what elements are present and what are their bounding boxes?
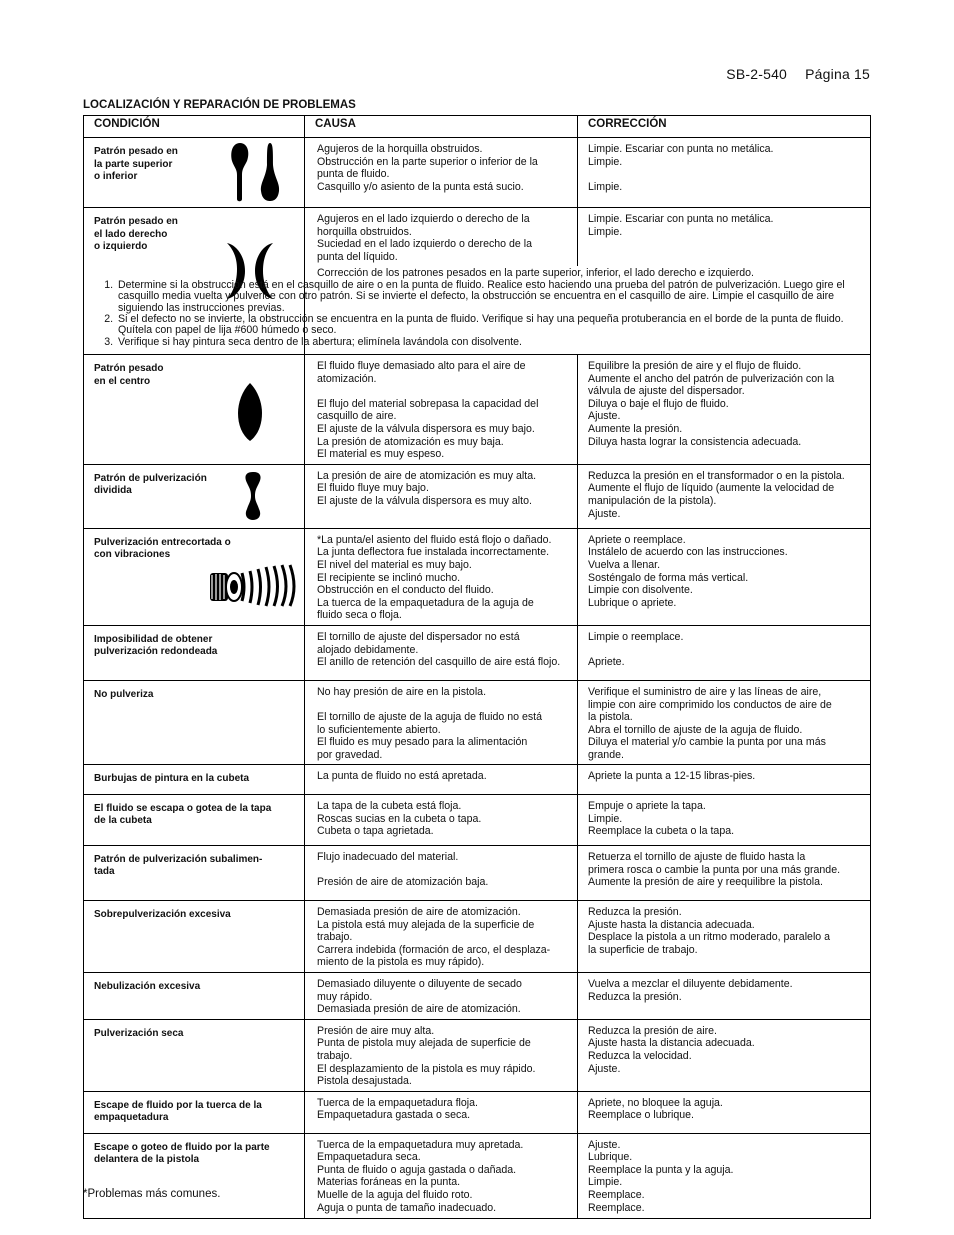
- correction-cell: [578, 528, 871, 625]
- condition-cell: [84, 845, 305, 900]
- table-row: [84, 972, 871, 1019]
- correction-text: Reduzca la presión. Ajuste hasta la distancia adecuada. Desplace la pistola a un ritmo moderado, paralelo a la superficie de trabajo.: [588, 905, 831, 956]
- condition-text: Pulverización entrecortada o con vibraciones: [94, 536, 231, 561]
- condition-cell: [84, 1019, 305, 1091]
- correction-cell: [578, 845, 871, 900]
- cause-cell: [305, 625, 578, 680]
- cause-text: No hay presión de aire en la pistola. El tornillo de ajuste de la aguja de fluido no está lo suficientemente abierto. El fluido es muy pesado para la alimentación por gravedad.: [317, 685, 542, 761]
- cause-cell: [305, 464, 578, 528]
- correction-cell: [578, 1091, 871, 1133]
- correction-text: Apriete, no bloquee la aguja. Reemplace o lubrique.: [588, 1096, 723, 1122]
- correction-text: Vuelva a mezclar el diluyente debidamente. Reduzca la presión.: [588, 977, 793, 1003]
- cause-text: *La punta/el asiento del fluido está flojo o dañado. La junta deflectora fue instalada incorrectamente. El nivel del material es muy bajo. El recipiente se inclinó mucho. Obstrucción en el conducto del fluido. La tuerca de la empaquetadura de la aguja de fluido seca o floja.: [317, 533, 552, 622]
- correction-text: Apriete la punta a 12-15 libras-pies.: [588, 770, 756, 783]
- condition-cell: [84, 625, 305, 680]
- fluttering-spray-icon: [206, 563, 302, 612]
- condition-text: Patrón pesado en el lado derecho o izquierdo: [94, 216, 178, 252]
- document-code: SB-2-540: [726, 66, 788, 82]
- table-row: [84, 1019, 871, 1091]
- condition-cell: [84, 355, 305, 465]
- correction-cell: [578, 1133, 871, 1218]
- table-row: [84, 845, 871, 900]
- table-row: [84, 1133, 871, 1218]
- condition-text: Nebulización excesiva: [94, 980, 201, 992]
- condition-text: No pulveriza: [94, 688, 154, 700]
- correction-cell: [578, 972, 871, 1019]
- note-list: [96, 280, 866, 348]
- note-list-item: 3. Verifique si hay pintura seca dentro de la abertura; elimínela lavándola con disolvente.: [116, 337, 866, 348]
- condition-text: El fluido se escapa o gotea de la tapa de la cubeta: [94, 802, 272, 827]
- troubleshooting-table: [83, 115, 871, 1219]
- footnote: *Problemas más comunes.: [83, 1188, 221, 1200]
- table-row: [84, 900, 871, 972]
- table-row: [84, 680, 871, 765]
- note-list-item: 1. Determine si la obstrucción está en el casquillo de aire o en la punta de fluido. Realice esto haciendo una prueba del patrón de pulverización. Luego gire el casquillo media vuelta y pulverice con otro patrón. Si se invierte el defecto, la obstrucción se encuentra en el casquillo de aire. Limpie el casquillo de aire siguiendo las instrucciones previas.: [116, 280, 866, 314]
- correction-text: Empuje o apriete la tapa. Limpie. Reemplace la cubeta o la tapa.: [588, 799, 735, 838]
- correction-cell: [578, 765, 871, 795]
- table-row: [84, 138, 871, 208]
- correction-text: Reduzca la presión en el transformador o en la pistola. Aumente el flujo de líquido (aumente la velocidad de manipulación de la pistola). Ajuste.: [588, 469, 845, 520]
- condition-text: Patrón de pulverización subalimen- tada: [94, 853, 263, 878]
- cause-cell: [305, 765, 578, 795]
- page-header: [726, 66, 870, 82]
- cause-cell: [305, 1019, 578, 1091]
- cause-cell: [305, 1133, 578, 1218]
- condition-cell: [84, 464, 305, 528]
- correction-cell: [578, 625, 871, 680]
- correction-text: Apriete o reemplace. Instálelo de acuerdo con las instrucciones. Vuelva a llenar. Sosténgalo de forma más vertical. Limpie con disolvente. Lubrique o apriete.: [588, 533, 788, 609]
- cause-text: Presión de aire muy alta. Punta de pistola muy alejada de superficie de trabajo. El desplazamiento de la pistola es muy rápido. Pistola desajustada.: [317, 1024, 536, 1088]
- condition-text: Patrón pesado en la parte superior o inferior: [94, 146, 178, 182]
- cause-cell: [305, 900, 578, 972]
- cause-column-header: CAUSA: [305, 116, 578, 138]
- condition-cell: [84, 138, 305, 208]
- cause-text: Demasiada presión de aire de atomización. La pistola está muy alejada de la superficie de trabajo. Carrera indebida (formación de arco, el desplaza- miento de la pistola es muy rápido).: [317, 905, 551, 969]
- cause-text: La punta de fluido no está apretada.: [317, 770, 487, 783]
- table-body: [84, 138, 871, 1219]
- condition-cell: [84, 900, 305, 972]
- condition-cell: [84, 765, 305, 795]
- condition-cell: [84, 528, 305, 625]
- condition-text: Patrón de pulverización dividida: [94, 472, 207, 497]
- correction-cell: [578, 900, 871, 972]
- correction-cell: [578, 355, 871, 465]
- table-row: [84, 355, 871, 465]
- correction-text: Ajuste. Lubrique. Reemplace la punta y la aguja. Limpie. Reemplace. Reemplace.: [588, 1138, 734, 1214]
- heavy-top-bottom-pattern-icon: [228, 141, 288, 208]
- correction-cell: [578, 1019, 871, 1091]
- cause-text: El tornillo de ajuste del dispersador no está alojado debidamente. El anillo de retención del casquillo de aire está flojo.: [317, 630, 561, 669]
- cause-text: La tapa de la cubeta está floja. Roscas sucias en la cubeta o tapa. Cubeta o tapa agrietada.: [317, 799, 482, 838]
- cause-cell: [305, 138, 578, 208]
- cause-cell: [305, 355, 578, 465]
- correction-text: Reduzca la presión de aire. Ajuste hasta la distancia adecuada. Reduzca la velocidad. Ajuste.: [588, 1024, 755, 1075]
- cause-cell: [305, 972, 578, 1019]
- condition-text: Patrón pesado en el centro: [94, 363, 164, 387]
- condition-text: Burbujas de pintura en la cubeta: [94, 773, 250, 785]
- table-row: [84, 625, 871, 680]
- condition-cell: [84, 1133, 305, 1218]
- correction-cell: [578, 794, 871, 845]
- table-row: [84, 794, 871, 845]
- cause-cell: [305, 680, 578, 765]
- condition-cell: [84, 794, 305, 845]
- cause-text: Flujo inadecuado del material. Presión de aire de atomización baja.: [317, 850, 489, 889]
- cause-text: La presión de aire de atomización es muy alta. El fluido fluye muy bajo. El ajuste de la válvula dispersora es muy alto.: [317, 469, 537, 507]
- note-intro: Corrección de los patrones pesados en la parte superior, inferior, el lado derecho e izquierdo.: [317, 267, 754, 280]
- cause-text: Agujeros de la horquilla obstruidos. Obstrucción en la parte superior o inferior de la punta de fluido. Casquillo y/o asiento de la punta está sucio.: [317, 143, 538, 193]
- cause-text: Tuerca de la empaquetadura muy apretada. Empaquetadura seca. Punta de fluido o aguja gastada o dañada. Materias foráneas en la punta. Muelle de la aguja del fluido roto. Aguja o punta de tamaño inadecuado.: [317, 1138, 524, 1214]
- section-title: LOCALIZACIÓN Y REPARACIÓN DE PROBLEMAS: [83, 99, 356, 111]
- correction-note: [84, 266, 866, 351]
- correction-cell: [578, 138, 871, 208]
- condition-text: Escape de fluido por la tuerca de la empaquetadura: [94, 1099, 262, 1124]
- correction-column-header: CORRECCIÓN: [578, 116, 871, 138]
- heavy-center-pattern-icon: [236, 381, 264, 448]
- cause-cell: [305, 528, 578, 625]
- table-row: [84, 1091, 871, 1133]
- table-row: [84, 464, 871, 528]
- condition-cell: [84, 1091, 305, 1133]
- cause-text: Tuerca de la empaquetadura floja. Empaquetadura gastada o seca.: [317, 1096, 478, 1122]
- correction-text: Limpie. Escariar con punta no metálica. Limpie. Limpie.: [588, 143, 774, 193]
- cause-text: El fluido fluye demasiado alto para el aire de atomización. El flujo del material sobrepasa la capacidad del casquillo de aire. El ajuste de la válvula dispersora es muy bajo. La presión de atomización es muy baja. El material es muy espeso.: [317, 360, 539, 461]
- condition-text: Pulverización seca: [94, 1027, 184, 1039]
- cause-text: Demasiado diluyente o diluyente de secado muy rápido. Demasiada presión de aire de atomización.: [317, 977, 522, 1016]
- table-header-row: [84, 116, 871, 138]
- cause-cell: [305, 1091, 578, 1133]
- table-row: [84, 208, 871, 355]
- condition-text: Imposibilidad de obtener pulverización redondeada: [94, 633, 218, 658]
- table-row: [84, 528, 871, 625]
- split-pattern-icon: [241, 471, 265, 526]
- correction-cell: [578, 464, 871, 528]
- condition-cell: [84, 972, 305, 1019]
- correction-text: Verifique el suministro de aire y las líneas de aire, limpie con aire comprimido los conductos de aire de la pistola. Abra el tornillo de ajuste de la aguja de fluido. Diluya el material y/o cambie la punta por una más grande.: [588, 685, 832, 761]
- cause-text: Agujeros en el lado izquierdo o derecho de la horquilla obstruidos. Suciedad en el lado izquierdo o derecho de la punta del líquido.: [305, 208, 578, 266]
- condition-text: Sobrepulverización excesiva: [94, 908, 231, 920]
- note-list-item: 2. Si el defecto no se invierte, la obstrucción se encuentra en la punta de fluido. Verifique si hay una pequeña protuberancia en el borde de la punta de fluido. Quítela con papel de lija #600 húmedo o seco.: [116, 314, 866, 337]
- cause-cell: [305, 794, 578, 845]
- cause-cell: [305, 845, 578, 900]
- condition-text: Escape o goteo de fluido por la parte delantera de la pistola: [94, 1141, 270, 1166]
- correction-text: Equilibre la presión de aire y el flujo de fluido. Aumente el ancho del patrón de pulverización con la válvula de ajuste del dispersador. Diluya o baje el flujo de fluido. Ajuste. Aumente la presión. Diluya hasta lograr la consistencia adecuada.: [588, 360, 835, 448]
- condition-column-header: CONDICIÓN: [84, 116, 305, 138]
- condition-cell: [84, 680, 305, 765]
- correction-text: Limpie o reemplace. Apriete.: [588, 630, 684, 669]
- table-row: [84, 765, 871, 795]
- correction-text: Retuerza el tornillo de ajuste de fluido hasta la primera rosca o cambie la punta por una más grande. Aumente la presión de aire y reequilibre la pistola.: [588, 850, 841, 889]
- correction-cell: [578, 680, 871, 765]
- page-number: Página 15: [805, 66, 870, 82]
- correction-text: Limpie. Escariar con punta no metálica. Limpie.: [588, 213, 774, 238]
